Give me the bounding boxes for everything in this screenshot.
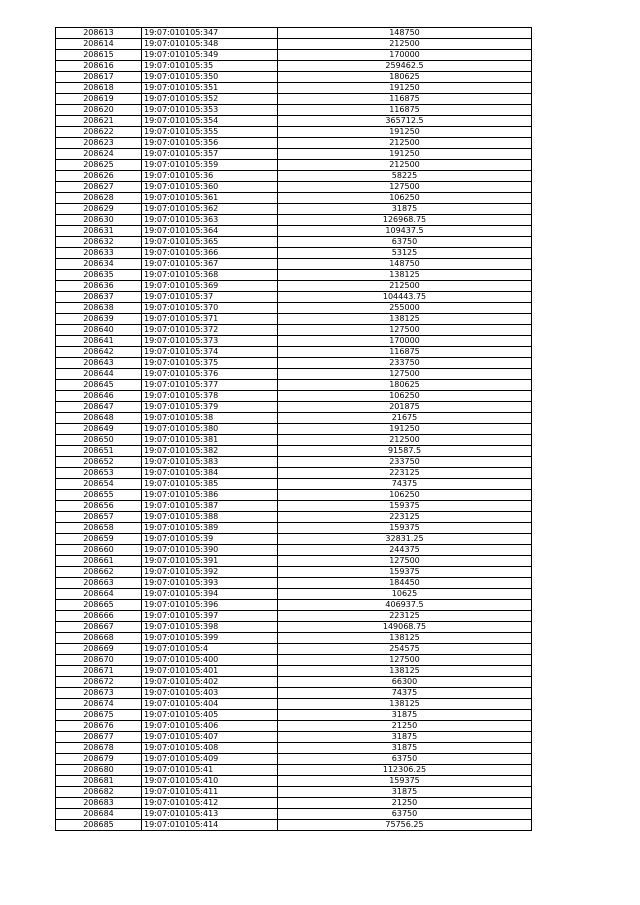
- record-id-cell: 208642: [56, 347, 142, 358]
- cadastral-number-cell: 19:07:010105:362: [142, 204, 278, 215]
- cadastral-number-cell: 19:07:010105:373: [142, 336, 278, 347]
- table-row: [56, 512, 532, 523]
- amount-cell: 138125: [278, 666, 532, 677]
- record-id-cell: 208680: [56, 765, 142, 776]
- amount-cell: 148750: [278, 259, 532, 270]
- cadastral-number-cell: 19:07:010105:410: [142, 776, 278, 787]
- record-id-cell: 208616: [56, 61, 142, 72]
- cadastral-number-cell: 19:07:010105:36: [142, 171, 278, 182]
- cadastral-number-cell: 19:07:010105:413: [142, 809, 278, 820]
- record-id-cell: 208650: [56, 435, 142, 446]
- amount-cell: 31875: [278, 710, 532, 721]
- cadastral-number-cell: 19:07:010105:391: [142, 556, 278, 567]
- table-row: [56, 402, 532, 413]
- record-id-cell: 208672: [56, 677, 142, 688]
- record-id-cell: 208647: [56, 402, 142, 413]
- amount-cell: 191250: [278, 127, 532, 138]
- amount-cell: 259462.5: [278, 61, 532, 72]
- record-id-cell: 208627: [56, 182, 142, 193]
- record-id-cell: 208674: [56, 699, 142, 710]
- cadastral-number-cell: 19:07:010105:348: [142, 39, 278, 50]
- amount-cell: 212500: [278, 281, 532, 292]
- cadastral-number-cell: 19:07:010105:414: [142, 820, 278, 831]
- table-row: [56, 798, 532, 809]
- amount-cell: 116875: [278, 347, 532, 358]
- cadastral-number-cell: 19:07:010105:403: [142, 688, 278, 699]
- amount-cell: 58225: [278, 171, 532, 182]
- cadastral-number-cell: 19:07:010105:404: [142, 699, 278, 710]
- amount-cell: 138125: [278, 314, 532, 325]
- amount-cell: 112306.25: [278, 765, 532, 776]
- amount-cell: 21250: [278, 721, 532, 732]
- amount-cell: 75756.25: [278, 820, 532, 831]
- amount-cell: 74375: [278, 479, 532, 490]
- amount-cell: 223125: [278, 611, 532, 622]
- cadastral-number-cell: 19:07:010105:353: [142, 105, 278, 116]
- amount-cell: 109437.5: [278, 226, 532, 237]
- table-row: [56, 556, 532, 567]
- record-id-cell: 208646: [56, 391, 142, 402]
- amount-cell: 159375: [278, 523, 532, 534]
- amount-cell: 138125: [278, 699, 532, 710]
- record-id-cell: 208665: [56, 600, 142, 611]
- amount-cell: 170000: [278, 336, 532, 347]
- amount-cell: 31875: [278, 204, 532, 215]
- record-id-cell: 208682: [56, 787, 142, 798]
- cadastral-number-cell: 19:07:010105:379: [142, 402, 278, 413]
- table-row: [56, 369, 532, 380]
- amount-cell: 233750: [278, 457, 532, 468]
- amount-cell: 180625: [278, 72, 532, 83]
- amount-cell: 126968.75: [278, 215, 532, 226]
- cadastral-number-cell: 19:07:010105:377: [142, 380, 278, 391]
- record-id-cell: 208630: [56, 215, 142, 226]
- cadastral-number-cell: 19:07:010105:405: [142, 710, 278, 721]
- record-id-cell: 208655: [56, 490, 142, 501]
- cadastral-number-cell: 19:07:010105:4: [142, 644, 278, 655]
- cadastral-number-cell: 19:07:010105:385: [142, 479, 278, 490]
- amount-cell: 255000: [278, 303, 532, 314]
- cadastral-number-cell: 19:07:010105:356: [142, 138, 278, 149]
- table-row: [56, 314, 532, 325]
- cadastral-number-cell: 19:07:010105:409: [142, 754, 278, 765]
- cadastral-number-cell: 19:07:010105:411: [142, 787, 278, 798]
- amount-cell: 159375: [278, 567, 532, 578]
- amount-cell: 254575: [278, 644, 532, 655]
- amount-cell: 223125: [278, 512, 532, 523]
- amount-cell: 127500: [278, 655, 532, 666]
- table-row: [56, 336, 532, 347]
- cadastral-number-cell: 19:07:010105:374: [142, 347, 278, 358]
- amount-cell: 32831.25: [278, 534, 532, 545]
- table-row: [56, 237, 532, 248]
- record-id-cell: 208638: [56, 303, 142, 314]
- table-row: [56, 204, 532, 215]
- record-id-cell: 208639: [56, 314, 142, 325]
- record-id-cell: 208632: [56, 237, 142, 248]
- table-row: [56, 61, 532, 72]
- amount-cell: 66300: [278, 677, 532, 688]
- table-row: [56, 83, 532, 94]
- amount-cell: 170000: [278, 50, 532, 61]
- record-id-cell: 208675: [56, 710, 142, 721]
- table-row: [56, 567, 532, 578]
- amount-cell: 21675: [278, 413, 532, 424]
- record-id-cell: 208664: [56, 589, 142, 600]
- cadastral-number-cell: 19:07:010105:383: [142, 457, 278, 468]
- amount-cell: 127500: [278, 369, 532, 380]
- record-id-cell: 208629: [56, 204, 142, 215]
- cadastral-number-cell: 19:07:010105:347: [142, 28, 278, 39]
- table-row: [56, 248, 532, 259]
- table-row: [56, 776, 532, 787]
- record-id-cell: 208614: [56, 39, 142, 50]
- table-row: [56, 226, 532, 237]
- record-id-cell: 208621: [56, 116, 142, 127]
- record-id-cell: 208635: [56, 270, 142, 281]
- table-row: [56, 545, 532, 556]
- record-id-cell: 208622: [56, 127, 142, 138]
- amount-cell: 191250: [278, 83, 532, 94]
- amount-cell: 212500: [278, 435, 532, 446]
- table-row: [56, 710, 532, 721]
- amount-cell: 223125: [278, 468, 532, 479]
- cadastral-number-cell: 19:07:010105:351: [142, 83, 278, 94]
- table-row: [56, 50, 532, 61]
- amount-cell: 148750: [278, 28, 532, 39]
- cadastral-number-cell: 19:07:010105:355: [142, 127, 278, 138]
- table-row: [56, 754, 532, 765]
- table-row: [56, 116, 532, 127]
- cadastral-number-cell: 19:07:010105:365: [142, 237, 278, 248]
- record-id-cell: 208623: [56, 138, 142, 149]
- table-row: [56, 325, 532, 336]
- cadastral-number-cell: 19:07:010105:380: [142, 424, 278, 435]
- record-id-cell: 208652: [56, 457, 142, 468]
- table-row: [56, 589, 532, 600]
- amount-cell: 138125: [278, 633, 532, 644]
- table-row: [56, 94, 532, 105]
- cadastral-number-cell: 19:07:010105:364: [142, 226, 278, 237]
- amount-cell: 233750: [278, 358, 532, 369]
- amount-cell: 116875: [278, 94, 532, 105]
- cadastral-number-cell: 19:07:010105:359: [142, 160, 278, 171]
- amount-cell: 184450: [278, 578, 532, 589]
- amount-cell: 106250: [278, 193, 532, 204]
- table-row: [56, 479, 532, 490]
- cadastral-number-cell: 19:07:010105:349: [142, 50, 278, 61]
- record-id-cell: 208618: [56, 83, 142, 94]
- amount-cell: 31875: [278, 787, 532, 798]
- cadastral-number-cell: 19:07:010105:350: [142, 72, 278, 83]
- table-row: [56, 358, 532, 369]
- amount-cell: 127500: [278, 182, 532, 193]
- table-row: [56, 138, 532, 149]
- record-id-cell: 208643: [56, 358, 142, 369]
- table-row: [56, 622, 532, 633]
- cadastral-number-cell: 19:07:010105:406: [142, 721, 278, 732]
- cadastral-number-cell: 19:07:010105:387: [142, 501, 278, 512]
- table-row: [56, 611, 532, 622]
- cadastral-number-cell: 19:07:010105:369: [142, 281, 278, 292]
- cadastral-number-cell: 19:07:010105:392: [142, 567, 278, 578]
- table-row: [56, 523, 532, 534]
- cadastral-number-cell: 19:07:010105:372: [142, 325, 278, 336]
- data-table: [55, 27, 532, 831]
- record-id-cell: 208613: [56, 28, 142, 39]
- record-id-cell: 208645: [56, 380, 142, 391]
- cadastral-number-cell: 19:07:010105:386: [142, 490, 278, 501]
- cadastral-number-cell: 19:07:010105:38: [142, 413, 278, 424]
- record-id-cell: 208667: [56, 622, 142, 633]
- record-id-cell: 208631: [56, 226, 142, 237]
- table-row: [56, 787, 532, 798]
- record-id-cell: 208669: [56, 644, 142, 655]
- record-id-cell: 208620: [56, 105, 142, 116]
- cadastral-number-cell: 19:07:010105:37: [142, 292, 278, 303]
- record-id-cell: 208683: [56, 798, 142, 809]
- record-id-cell: 208656: [56, 501, 142, 512]
- cadastral-number-cell: 19:07:010105:361: [142, 193, 278, 204]
- record-id-cell: 208678: [56, 743, 142, 754]
- record-id-cell: 208636: [56, 281, 142, 292]
- table-row: [56, 39, 532, 50]
- record-id-cell: 208670: [56, 655, 142, 666]
- table-row: [56, 347, 532, 358]
- record-id-cell: 208648: [56, 413, 142, 424]
- table-row: [56, 446, 532, 457]
- record-id-cell: 208653: [56, 468, 142, 479]
- cadastral-number-cell: 19:07:010105:398: [142, 622, 278, 633]
- record-id-cell: 208658: [56, 523, 142, 534]
- cadastral-number-cell: 19:07:010105:400: [142, 655, 278, 666]
- cadastral-number-cell: 19:07:010105:360: [142, 182, 278, 193]
- record-id-cell: 208626: [56, 171, 142, 182]
- record-id-cell: 208679: [56, 754, 142, 765]
- cadastral-number-cell: 19:07:010105:354: [142, 116, 278, 127]
- cadastral-number-cell: 19:07:010105:402: [142, 677, 278, 688]
- record-id-cell: 208673: [56, 688, 142, 699]
- record-id-cell: 208668: [56, 633, 142, 644]
- amount-cell: 159375: [278, 776, 532, 787]
- table-row: [56, 149, 532, 160]
- amount-cell: 138125: [278, 270, 532, 281]
- record-id-cell: 208649: [56, 424, 142, 435]
- record-id-cell: 208617: [56, 72, 142, 83]
- record-id-cell: 208661: [56, 556, 142, 567]
- amount-cell: 365712.5: [278, 116, 532, 127]
- table-row: [56, 171, 532, 182]
- table-row: [56, 215, 532, 226]
- amount-cell: 74375: [278, 688, 532, 699]
- record-id-cell: 208685: [56, 820, 142, 831]
- cadastral-number-cell: 19:07:010105:357: [142, 149, 278, 160]
- table-row: [56, 435, 532, 446]
- record-id-cell: 208644: [56, 369, 142, 380]
- record-id-cell: 208657: [56, 512, 142, 523]
- table-row: [56, 699, 532, 710]
- table-row: [56, 732, 532, 743]
- cadastral-number-cell: 19:07:010105:390: [142, 545, 278, 556]
- cadastral-number-cell: 19:07:010105:412: [142, 798, 278, 809]
- amount-cell: 91587.5: [278, 446, 532, 457]
- amount-cell: 106250: [278, 490, 532, 501]
- table-row: [56, 72, 532, 83]
- table-row: [56, 677, 532, 688]
- cadastral-number-cell: 19:07:010105:401: [142, 666, 278, 677]
- record-id-cell: 208662: [56, 567, 142, 578]
- cadastral-number-cell: 19:07:010105:41: [142, 765, 278, 776]
- table-row: [56, 270, 532, 281]
- table-row: [56, 578, 532, 589]
- cadastral-number-cell: 19:07:010105:397: [142, 611, 278, 622]
- table-row: [56, 501, 532, 512]
- record-id-cell: 208676: [56, 721, 142, 732]
- cadastral-number-cell: 19:07:010105:393: [142, 578, 278, 589]
- amount-cell: 21250: [278, 798, 532, 809]
- table-row: [56, 688, 532, 699]
- cadastral-number-cell: 19:07:010105:389: [142, 523, 278, 534]
- table-row: [56, 655, 532, 666]
- record-id-cell: 208640: [56, 325, 142, 336]
- table-row: [56, 127, 532, 138]
- amount-cell: 104443.75: [278, 292, 532, 303]
- record-id-cell: 208634: [56, 259, 142, 270]
- amount-cell: 63750: [278, 809, 532, 820]
- table-row: [56, 820, 532, 831]
- table-row: [56, 809, 532, 820]
- cadastral-number-cell: 19:07:010105:35: [142, 61, 278, 72]
- cadastral-number-cell: 19:07:010105:408: [142, 743, 278, 754]
- amount-cell: 10625: [278, 589, 532, 600]
- table-row: [56, 259, 532, 270]
- amount-cell: 127500: [278, 325, 532, 336]
- amount-cell: 31875: [278, 743, 532, 754]
- cadastral-number-cell: 19:07:010105:366: [142, 248, 278, 259]
- table-row: [56, 765, 532, 776]
- cadastral-number-cell: 19:07:010105:399: [142, 633, 278, 644]
- cadastral-number-cell: 19:07:010105:384: [142, 468, 278, 479]
- cadastral-number-cell: 19:07:010105:396: [142, 600, 278, 611]
- record-id-cell: 208633: [56, 248, 142, 259]
- cadastral-number-cell: 19:07:010105:394: [142, 589, 278, 600]
- record-id-cell: 208663: [56, 578, 142, 589]
- cadastral-number-cell: 19:07:010105:381: [142, 435, 278, 446]
- amount-cell: 201875: [278, 402, 532, 413]
- amount-cell: 159375: [278, 501, 532, 512]
- cadastral-number-cell: 19:07:010105:375: [142, 358, 278, 369]
- record-id-cell: 208651: [56, 446, 142, 457]
- record-id-cell: 208654: [56, 479, 142, 490]
- cadastral-number-cell: 19:07:010105:382: [142, 446, 278, 457]
- table-row: [56, 380, 532, 391]
- amount-cell: 191250: [278, 149, 532, 160]
- amount-cell: 31875: [278, 732, 532, 743]
- table-row: [56, 721, 532, 732]
- table-row: [56, 160, 532, 171]
- cadastral-number-cell: 19:07:010105:378: [142, 391, 278, 402]
- table-row: [56, 424, 532, 435]
- amount-cell: 53125: [278, 248, 532, 259]
- table-row: [56, 413, 532, 424]
- table-row: [56, 490, 532, 501]
- record-id-cell: 208666: [56, 611, 142, 622]
- table-row: [56, 633, 532, 644]
- table-row: [56, 644, 532, 655]
- table-row: [56, 743, 532, 754]
- amount-cell: 212500: [278, 39, 532, 50]
- record-id-cell: 208628: [56, 193, 142, 204]
- cadastral-number-cell: 19:07:010105:370: [142, 303, 278, 314]
- table-row: [56, 105, 532, 116]
- table-row: [56, 468, 532, 479]
- record-id-cell: 208677: [56, 732, 142, 743]
- cadastral-number-cell: 19:07:010105:371: [142, 314, 278, 325]
- table-row: [56, 28, 532, 39]
- cadastral-number-cell: 19:07:010105:367: [142, 259, 278, 270]
- amount-cell: 116875: [278, 105, 532, 116]
- record-id-cell: 208660: [56, 545, 142, 556]
- table-row: [56, 666, 532, 677]
- record-id-cell: 208615: [56, 50, 142, 61]
- amount-cell: 406937.5: [278, 600, 532, 611]
- table-row: [56, 457, 532, 468]
- table-row: [56, 303, 532, 314]
- table-row: [56, 600, 532, 611]
- record-id-cell: 208625: [56, 160, 142, 171]
- table-row: [56, 534, 532, 545]
- table-row: [56, 391, 532, 402]
- record-id-cell: 208624: [56, 149, 142, 160]
- amount-cell: 244375: [278, 545, 532, 556]
- table-row: [56, 281, 532, 292]
- amount-cell: 63750: [278, 754, 532, 765]
- amount-cell: 212500: [278, 138, 532, 149]
- record-id-cell: 208641: [56, 336, 142, 347]
- cadastral-number-cell: 19:07:010105:376: [142, 369, 278, 380]
- cadastral-number-cell: 19:07:010105:39: [142, 534, 278, 545]
- cadastral-number-cell: 19:07:010105:407: [142, 732, 278, 743]
- amount-cell: 191250: [278, 424, 532, 435]
- record-id-cell: 208684: [56, 809, 142, 820]
- amount-cell: 180625: [278, 380, 532, 391]
- record-id-cell: 208637: [56, 292, 142, 303]
- cadastral-number-cell: 19:07:010105:352: [142, 94, 278, 105]
- cadastral-number-cell: 19:07:010105:368: [142, 270, 278, 281]
- record-id-cell: 208681: [56, 776, 142, 787]
- amount-cell: 212500: [278, 160, 532, 171]
- cadastral-number-cell: 19:07:010105:388: [142, 512, 278, 523]
- amount-cell: 106250: [278, 391, 532, 402]
- record-id-cell: 208671: [56, 666, 142, 677]
- amount-cell: 149068.75: [278, 622, 532, 633]
- amount-cell: 63750: [278, 237, 532, 248]
- table-row: [56, 193, 532, 204]
- table-row: [56, 292, 532, 303]
- table-body: [56, 28, 532, 831]
- record-id-cell: 208619: [56, 94, 142, 105]
- record-id-cell: 208659: [56, 534, 142, 545]
- amount-cell: 127500: [278, 556, 532, 567]
- cadastral-number-cell: 19:07:010105:363: [142, 215, 278, 226]
- table-row: [56, 182, 532, 193]
